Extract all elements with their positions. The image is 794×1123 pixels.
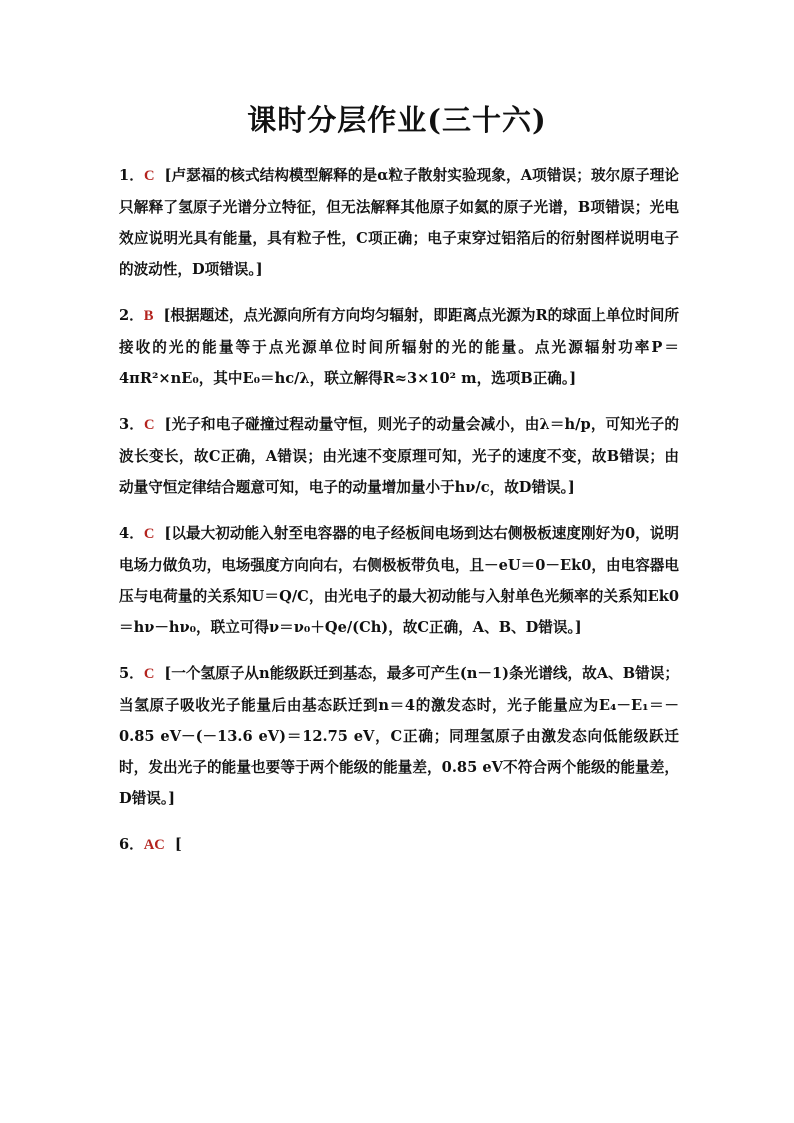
answer-number: 6．: [119, 836, 144, 853]
answer-explanation: [光子和电子碰撞过程动量守恒，则光子的动量会减小，由λ＝h/p，可知光子的波长变长，故C正确，A错误；由光速不变原理可知，光子的速度不变，故B错误；由动量守恒定律结合题意可知，电子的动量增加量小于hν/c，故D错误。]: [119, 416, 679, 496]
answer-number: 1．: [119, 167, 144, 184]
answer-explanation: [根据题述，点光源向所有方向均匀辐射，即距离点光源为R的球面上单位时间所接收的光的能量等于点光源单位时间所辐射的光的能量。点光源辐射功率P＝4πR²×nE₀，其中E₀＝hc/λ，联立解得R≈3×10² m，选项B正确。]: [119, 307, 679, 387]
answer-key: C: [143, 168, 155, 184]
answer-key: B: [143, 308, 154, 324]
answer-item-6: [119, 829, 679, 861]
answer-explanation: [以最大初动能入射至电容器的电子经板间电场到达右侧极板速度刚好为0，说明电场力做负功，电场强度方向向右，右侧极板带负电，且－eU＝0－Ek0，由电容器电压与电荷量的关系知U＝Q/C，由光电子的最大初动能与入射单色光频率的关系知Ek0＝hν－hν₀，联立可得ν＝ν₀＋Qe/(Ch)，故C正确，A、B、D错误。]: [119, 525, 679, 636]
answer-explanation: [卢瑟福的核式结构模型解释的是α粒子散射实验现象，A项错误；玻尔原子理论只解释了氢原子光谱分立特征，但无法解释其他原子如氦的原子光谱，B项错误；光电效应说明光具有能量，具有粒子性，C项正确；电子束穿过铝箔后的衍射图样说明电子的波动性，D项错误。]: [119, 167, 679, 278]
answer-item-2: [119, 300, 679, 394]
answer-key: C: [143, 666, 155, 682]
answer-item-4: [119, 518, 679, 643]
answer-key: C: [144, 417, 155, 433]
answer-explanation: [: [174, 836, 182, 853]
answer-number: 4．: [119, 525, 144, 542]
answer-key: AC: [143, 837, 165, 853]
answer-item-1: [119, 160, 679, 285]
page-title: 课时分层作业(三十六): [247, 103, 547, 137]
answer-item-3: [119, 409, 679, 503]
answer-item-5: [119, 658, 679, 814]
answer-key: C: [143, 526, 155, 542]
answer-number: 5．: [119, 665, 144, 682]
answer-number: 2．: [119, 307, 144, 324]
answer-explanation: [一个氢原子从n能级跃迁到基态，最多可产生(n－1)条光谱线，故A、B错误；当氢原子吸收光子能量后由基态跃迁到n＝4的激发态时，光子能量应为E₄－E₁＝－0.85 eV－(－13.6 eV)＝12.75 eV，C正确；同理氢原子由激发态向低能级跃迁时，发出光子的能量也要等于两个能级的能量差，0.85 eV不符合两个能级的能量差，D错误。]: [119, 665, 679, 807]
answer-number: 3．: [119, 416, 144, 433]
answer-list: [119, 160, 679, 876]
